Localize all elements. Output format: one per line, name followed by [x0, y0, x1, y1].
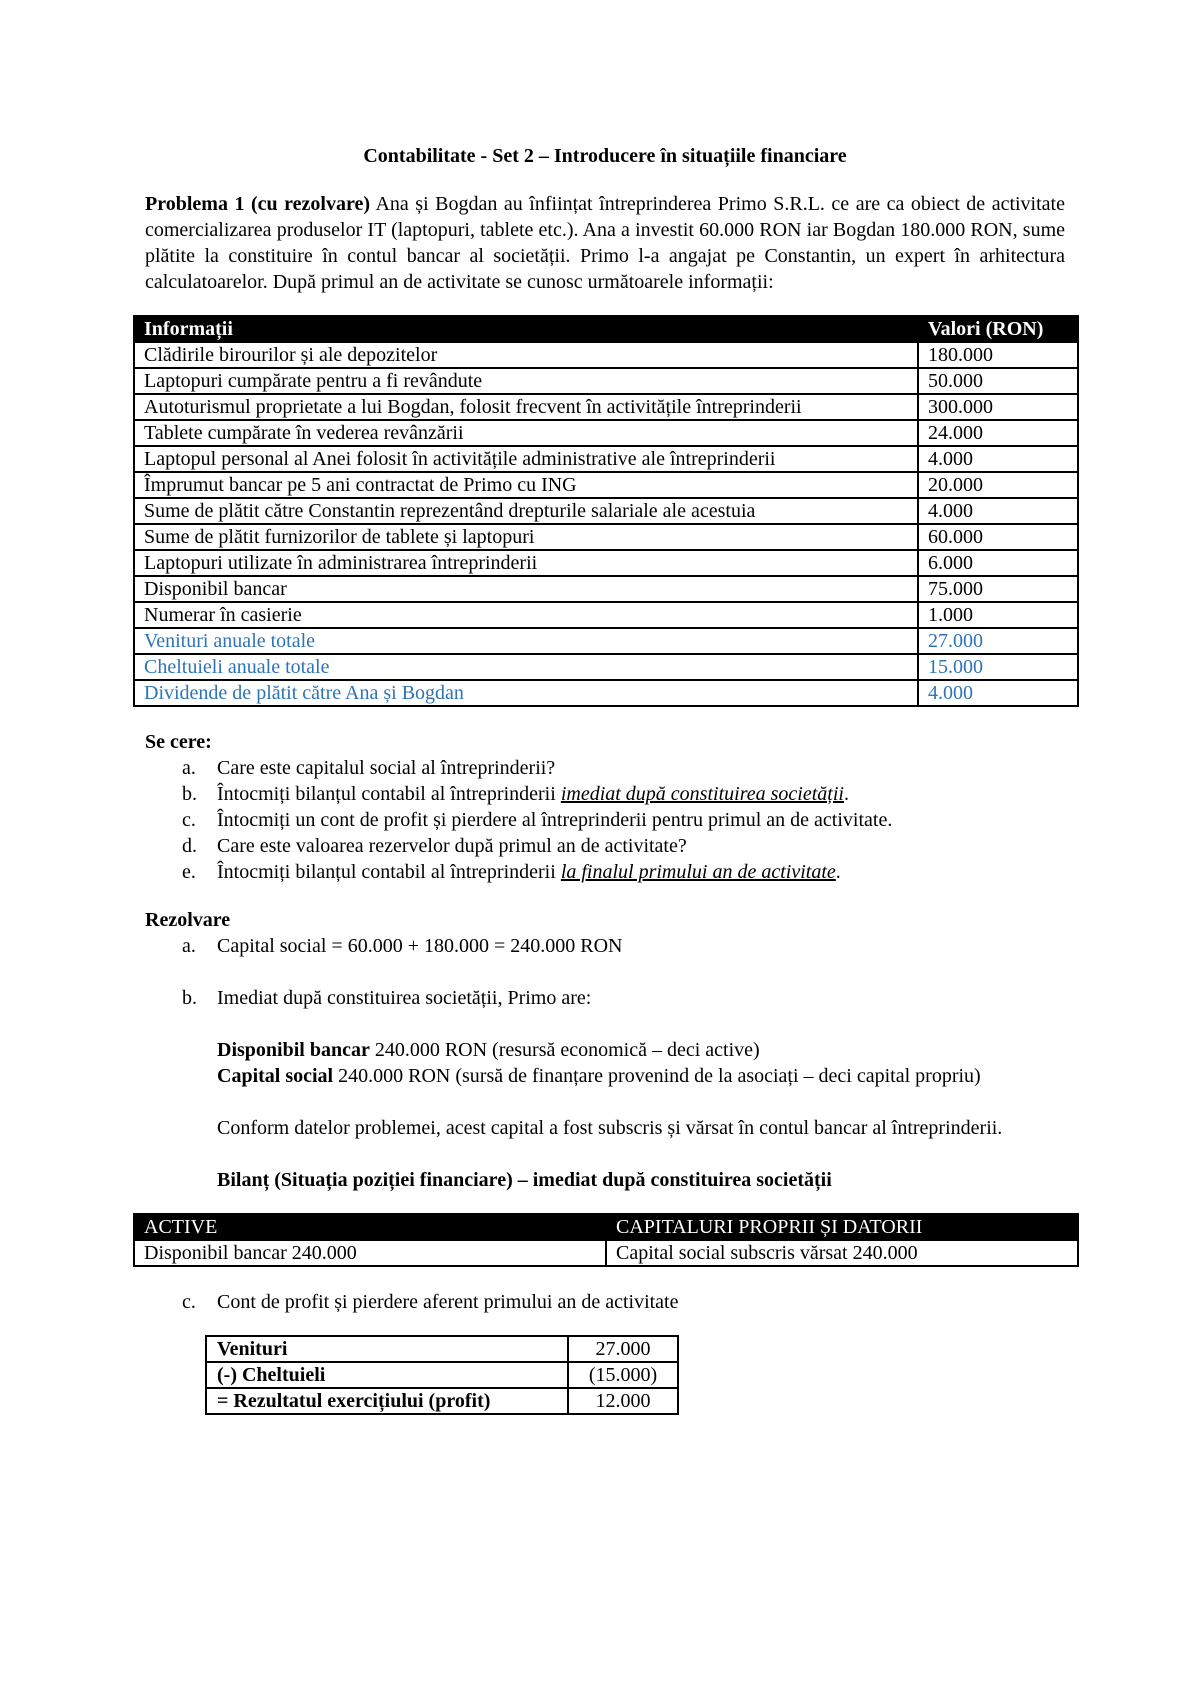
document-page [145, 143, 1065, 1415]
info-row-label: Laptopuri cumpărate pentru a fi revândute [134, 368, 918, 394]
requirement-letter: e. [182, 861, 196, 883]
solution-a-text: Capital social = 60.000 + 180.000 = 240.000 RON [217, 935, 623, 957]
info-row-value: 4.000 [918, 446, 1078, 472]
requirement-item [145, 859, 1065, 885]
info-row-value: 15.000 [918, 654, 1078, 680]
info-row-label: Laptopul personal al Anei folosit în activitățile administrative ale întreprinderii [134, 446, 918, 472]
pl-row-label: = Rezultatul exercițiului (profit) [206, 1388, 568, 1414]
solution-b-line1 [145, 1037, 1065, 1063]
info-table-row [134, 342, 1078, 368]
requirement-letter: b. [182, 783, 197, 805]
info-table-row [134, 420, 1078, 446]
solution-c-letter: c. [182, 1291, 196, 1313]
balance-title: Bilanț (Situația poziției financiare) – imediat după constituirea societății [217, 1169, 832, 1191]
requirement-item [145, 755, 1065, 781]
solution-b-intro: Imediat după constituirea societății, Primo are: [217, 987, 592, 1009]
info-table-row [134, 524, 1078, 550]
info-table-row [134, 680, 1078, 706]
balance-header-row [134, 1214, 1078, 1240]
balance-header-assets: ACTIVE [134, 1214, 606, 1240]
profit-loss-table [205, 1335, 679, 1415]
problem-label: Problema 1 (cu rezolvare) [145, 193, 371, 215]
info-row-label: Dividende de plătit către Ana și Bogdan [134, 680, 918, 706]
requirement-item [145, 807, 1065, 833]
pl-row-value: (15.000) [568, 1362, 678, 1388]
requirement-emphasis: la finalul primului an de activitate [560, 861, 836, 883]
info-table-row [134, 394, 1078, 420]
balance-cell-assets: Disponibil bancar 240.000 [134, 1240, 606, 1266]
info-table-row [134, 472, 1078, 498]
requirement-tail: . [843, 783, 849, 805]
info-row-value: 75.000 [918, 576, 1078, 602]
requirement-emphasis: imediat după constituirea societății [560, 783, 844, 805]
info-row-value: 1.000 [918, 602, 1078, 628]
info-row-value: 300.000 [918, 394, 1078, 420]
info-row-value: 60.000 [918, 524, 1078, 550]
info-table-row [134, 498, 1078, 524]
pl-row [206, 1362, 678, 1388]
requirement-letter: a. [182, 757, 196, 779]
info-row-value: 6.000 [918, 550, 1078, 576]
requirement-text: Care este valoarea rezervelor după primul an de activitate? [217, 835, 687, 857]
solution-heading: Rezolvare [145, 909, 231, 931]
info-row-value: 20.000 [918, 472, 1078, 498]
pl-row-value: 27.000 [568, 1336, 678, 1362]
balance-table [133, 1213, 1079, 1267]
info-table-row [134, 550, 1078, 576]
pl-row [206, 1336, 678, 1362]
info-row-value: 27.000 [918, 628, 1078, 654]
info-row-label: Autoturismul proprietate a lui Bogdan, folosit frecvent în activitățile întreprinderii [134, 394, 918, 420]
info-row-label: Disponibil bancar [134, 576, 918, 602]
balance-row [134, 1240, 1078, 1266]
info-row-label: Tablete cumpărate în vederea revânzării [134, 420, 918, 446]
info-table-row [134, 602, 1078, 628]
solution-b-note: Conform datelor problemei, acest capital a fost subscris și vărsat în contul bancar al întreprinderii. [217, 1117, 1003, 1139]
requirement-text: Care este capitalul social al întreprinderii? [217, 757, 556, 779]
requirement-item [145, 833, 1065, 859]
info-row-label: Sume de plătit furnizorilor de tablete și laptopuri [134, 524, 918, 550]
info-table-body [134, 342, 1078, 706]
info-row-label: Laptopuri utilizate în administrarea întreprinderii [134, 550, 918, 576]
info-table-header [134, 316, 1078, 342]
solution-c-item [145, 1289, 1065, 1315]
solution-b [145, 985, 1065, 1011]
solution-c-text: Cont de profit și pierdere aferent primului an de activitate [217, 1291, 679, 1313]
info-row-label: Numerar în casierie [134, 602, 918, 628]
info-row-value: 24.000 [918, 420, 1078, 446]
solution-a [145, 933, 1065, 959]
solution-b-item [145, 985, 1065, 1011]
solution-b-letter: b. [182, 987, 197, 1009]
requirement-tail: . [835, 861, 841, 883]
solution-b-line1-text: 240.000 RON (resursă economică – deci active) [369, 1039, 760, 1061]
info-row-label: Împrumut bancar pe 5 ani contractat de Primo cu ING [134, 472, 918, 498]
info-table-row [134, 446, 1078, 472]
info-row-label: Clădirile birourilor și ale depozitelor [134, 342, 918, 368]
info-row-label: Cheltuieli anuale totale [134, 654, 918, 680]
balance-header-equity: CAPITALURI PROPRII ȘI DATORII [606, 1214, 1078, 1240]
info-row-label: Sume de plătit către Constantin reprezentând drepturile salariale ale acestuia [134, 498, 918, 524]
info-header-value: Valori (RON) [918, 316, 1078, 342]
requirement-item [145, 781, 1065, 807]
info-table-row [134, 654, 1078, 680]
info-row-label: Venituri anuale totale [134, 628, 918, 654]
pl-row-label: (-) Cheltuieli [206, 1362, 568, 1388]
info-table-row [134, 576, 1078, 602]
solution-b-line2 [145, 1063, 1065, 1089]
requirement-text: Întocmiți bilanțul contabil al întreprinderii [217, 861, 561, 883]
requirement-text: Întocmiți bilanțul contabil al întreprinderii [217, 783, 561, 805]
pl-row-label: Venituri [206, 1336, 568, 1362]
info-row-value: 4.000 [918, 498, 1078, 524]
info-header-label: Informații [134, 316, 918, 342]
info-table-row [134, 628, 1078, 654]
info-row-value: 180.000 [918, 342, 1078, 368]
problem-text: Ana și Bogdan au înființat întreprinderea Primo S.R.L. ce are ca obiect de activitate comercializarea produselor IT (laptopuri, tablete etc.). Ana a investit 60.000 RON iar Bogdan 180.000 RON, sume plătite la constituire în contul bancar al societății. Primo l-a angajat pe Constantin, un expert în arhitectura calculatoarelor. După primul an de activitate se cunosc următoarele informații: [145, 193, 1065, 293]
info-row-value: 50.000 [918, 368, 1078, 394]
solution-a-letter: a. [182, 935, 196, 957]
info-row-value: 4.000 [918, 680, 1078, 706]
requirements-heading: Se cere: [145, 731, 212, 753]
document-title: Contabilitate - Set 2 – Introducere în situațiile financiare [363, 145, 847, 167]
balance-cell-equity: Capital social subscris vărsat 240.000 [606, 1240, 1078, 1266]
requirement-letter: c. [182, 809, 196, 831]
solution-b-line2-bold: Capital social [217, 1065, 334, 1087]
solution-c [145, 1289, 1065, 1315]
solution-a-item [145, 933, 1065, 959]
info-table-row [134, 368, 1078, 394]
solution-b-line1-bold: Disponibil bancar [217, 1039, 370, 1061]
problem-statement [145, 191, 1065, 295]
requirements-list [145, 755, 1065, 885]
pl-row [206, 1388, 678, 1414]
pl-row-value: 12.000 [568, 1388, 678, 1414]
info-table [133, 315, 1079, 707]
requirement-text: Întocmiți un cont de profit și pierdere al întreprinderii pentru primul an de activitate. [217, 809, 893, 831]
requirement-letter: d. [182, 835, 197, 857]
solution-b-line2-text: 240.000 RON (sursă de finanțare provenind de la asociați – deci capital propriu) [333, 1065, 981, 1087]
